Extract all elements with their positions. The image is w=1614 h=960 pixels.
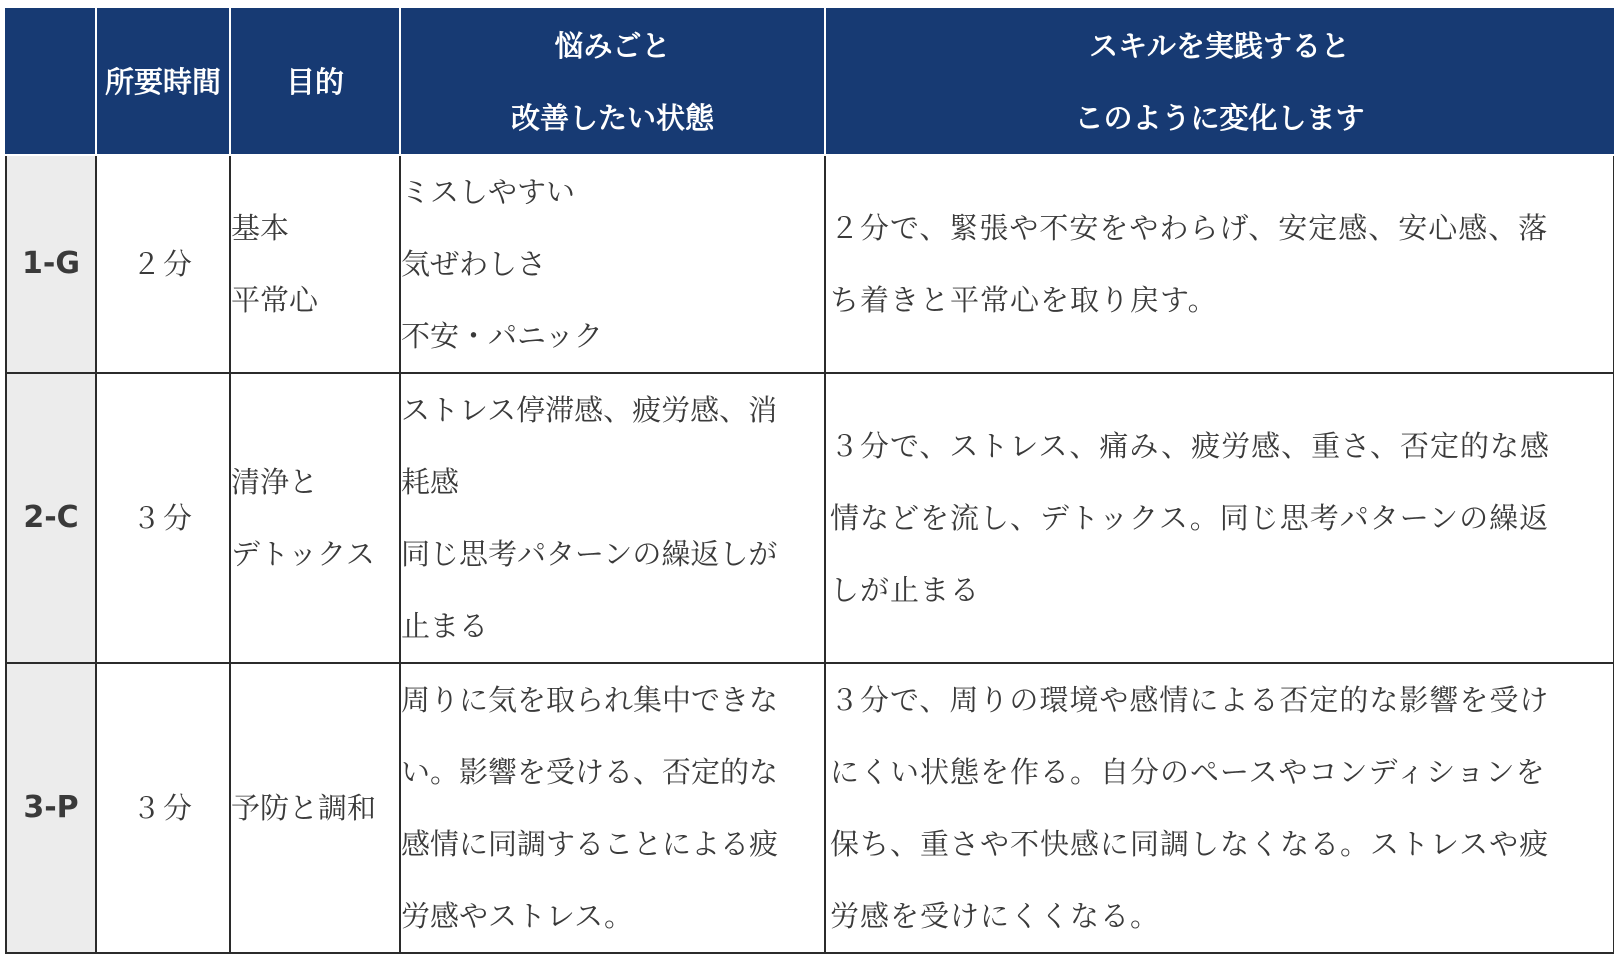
table-body [6,155,1614,953]
row-id: 2-C [6,373,96,663]
skills-table-wrapper [5,8,1614,954]
row-change-line: にくい状態を作る。自分のペースやコンディションを [830,755,1546,789]
row-time: ３分 [96,663,230,953]
header-worry [400,9,825,155]
row-worry-line: 同じ思考パターンの繰返しが [401,537,778,571]
header-purpose: 目的 [230,9,400,155]
row-time: ３分 [96,373,230,663]
table-row [6,663,1614,953]
row-change-line: ち着きと平常心を取り戻す。 [830,283,1218,317]
header-time: 所要時間 [96,9,230,155]
skills-table [5,8,1614,954]
row-worry-line: 耗感 [401,465,460,499]
row-time: ２分 [96,155,230,373]
row-worry [400,155,825,373]
row-worry-line: 止まる [401,609,489,643]
row-purpose-line: 平常心 [231,283,319,317]
row-purpose [230,663,400,953]
row-purpose [230,155,400,373]
row-id: 1-G [6,155,96,373]
row-change-line: 保ち、重さや不快感に同調しなくなる。ストレスや疲 [830,827,1550,861]
row-change [825,373,1614,663]
row-change-line: ３分で、ストレス、痛み、疲労感、重さ、否定的な感 [830,429,1551,463]
row-purpose-line: 予防と調和 [231,791,377,825]
row-purpose [230,373,400,663]
row-purpose-line: 基本 [231,211,290,245]
row-change-line: しが止まる [830,573,981,607]
row-change [825,663,1614,953]
row-worry-line: 感情に同調することによる疲 [401,827,779,861]
row-worry [400,373,825,663]
row-change-line: ３分で、周りの環境や感情による否定的な影響を受け [830,683,1550,717]
header-id [6,9,96,155]
table-header [6,9,1614,155]
table-row [6,155,1614,373]
row-worry-line: 周りに気を取られ集中できな [401,683,779,717]
table-row [6,373,1614,663]
header-change [825,9,1614,155]
row-change-line: 労感を受けにくくなる。 [830,899,1161,933]
header-change-line1: スキルを実践すると [1089,29,1350,63]
row-change-line: ２分で、緊張や不安をやわらげ、安定感、安心感、落 [830,211,1549,245]
row-id: 3-P [6,663,96,953]
row-worry-line: 労感やストレス。 [401,899,634,933]
row-worry [400,663,825,953]
header-worry-line1: 悩みごと [554,29,671,63]
header-row [6,9,1614,155]
row-worry-line: 気ぜわしさ [401,247,547,281]
row-change-line: 情などを流し、デトックス。同じ思考パターンの繰返 [830,501,1550,535]
header-worry-line2: 改善したい状態 [510,101,714,135]
header-change-line2: このように変化します [1074,101,1365,135]
row-worry-line: ミスしやすい [401,175,576,209]
row-worry-line: 不安・パニック [401,319,603,353]
row-worry-line: ストレス停滞感、疲労感、消 [401,393,778,427]
row-purpose-line: デトックス [231,537,375,571]
row-change [825,155,1614,373]
row-worry-line: い。影響を受ける、否定的な [401,755,779,789]
row-purpose-line: 清浄と [231,465,319,499]
